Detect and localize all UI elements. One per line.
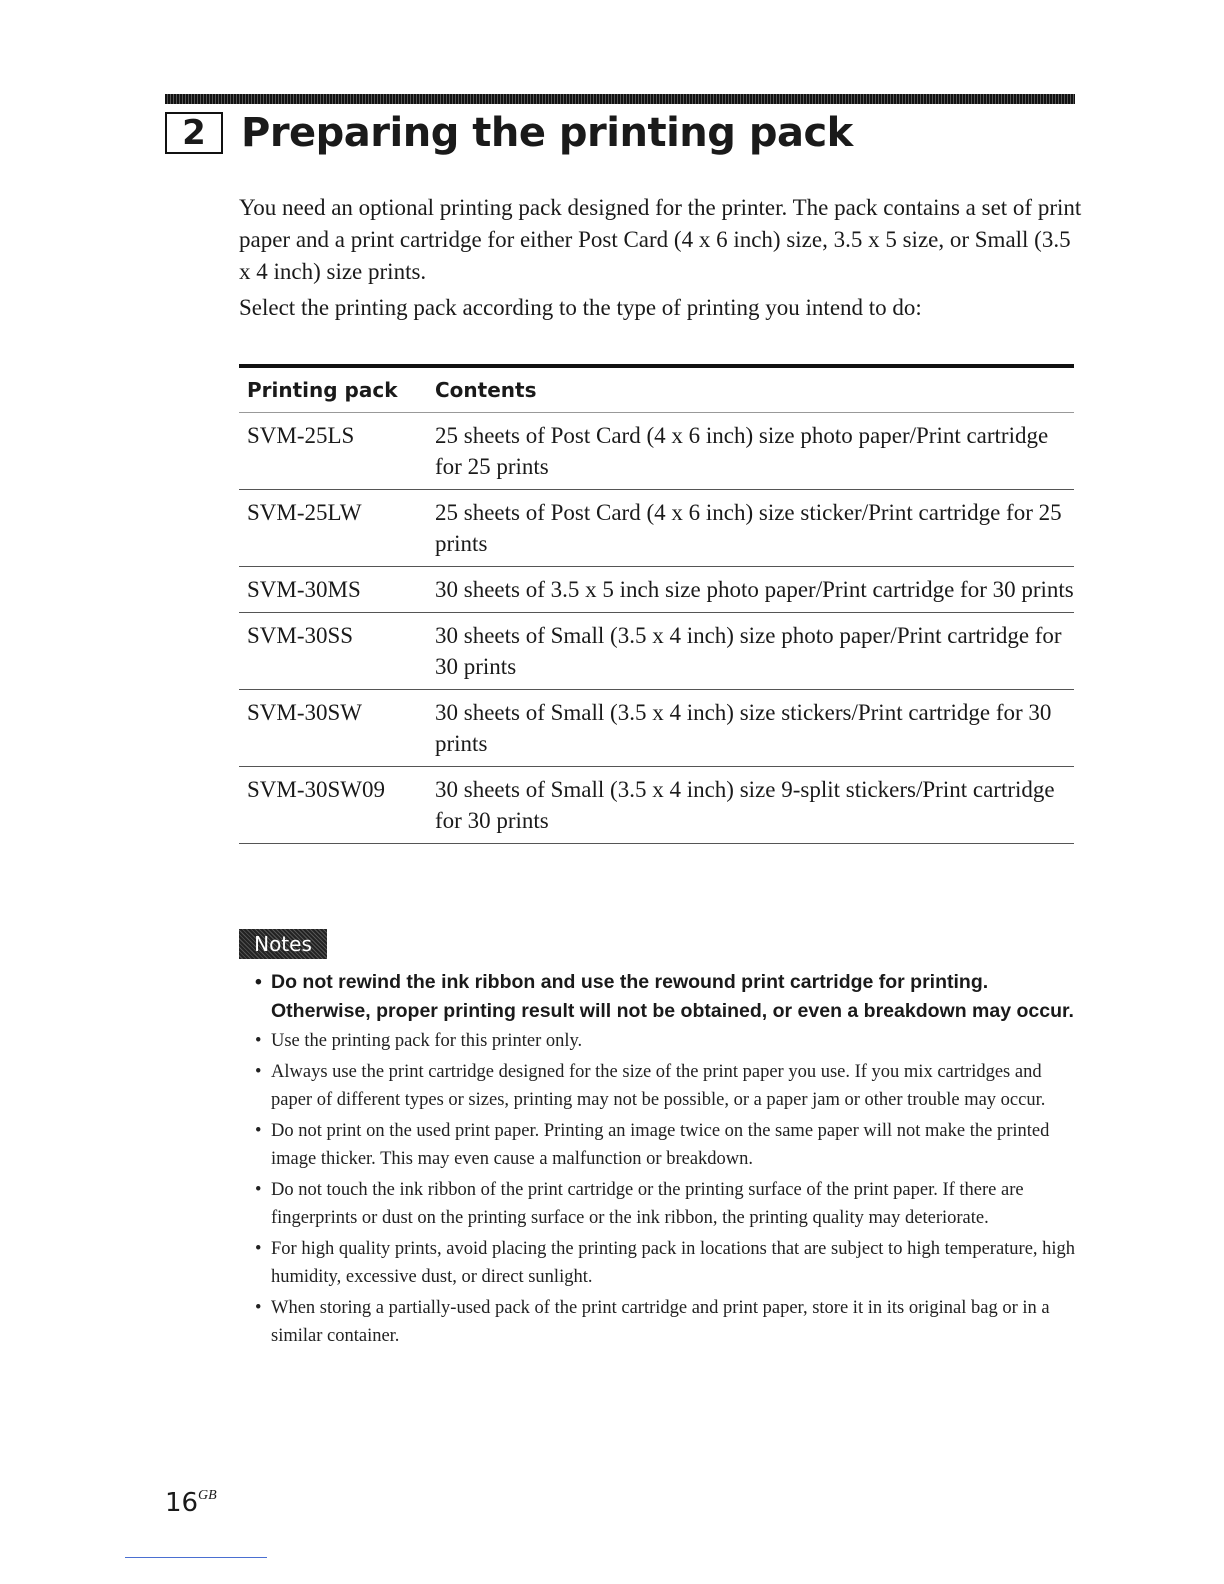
intro-text (239, 192, 1084, 324)
footer-link-underline (125, 1557, 267, 1558)
note-item: • Use the printing pack for this printer only. (255, 1027, 1085, 1055)
pack-contents: 30 sheets of Small (3.5 x 4 inch) size photo paper/Print cartridge for 30 prints (435, 623, 1062, 679)
table-row (239, 567, 1074, 613)
table-row (239, 613, 1074, 690)
note-item: • Do not touch the ink ribbon of the print cartridge or the printing surface of the print paper. If there are fingerprints or dust on the printing surface or the ink ribbon, the printing quality may deteriorate. (255, 1176, 1085, 1232)
note-item: • Do not print on the used print paper. Printing an image twice on the same paper will not make the printed image thicker. This may even cause a malfunction or breakdown. (255, 1117, 1085, 1173)
notes-label: Notes (239, 929, 327, 959)
table-header-row (239, 366, 1074, 413)
page-number: 16 (165, 1488, 199, 1518)
pack-model: SVM-30SW (247, 700, 363, 725)
note-item: • For high quality prints, avoid placing the printing pack in locations that are subject to high temperature, high humidity, excessive dust, or direct sunlight. (255, 1235, 1085, 1291)
pack-contents: 30 sheets of Small (3.5 x 4 inch) size 9-split stickers/Print cartridge for 30 prints (435, 777, 1055, 833)
table-row (239, 490, 1074, 567)
pack-contents: 30 sheets of Small (3.5 x 4 inch) size stickers/Print cartridge for 30 prints (435, 700, 1052, 756)
pack-model: SVM-30SW09 (247, 777, 386, 802)
note-item: • When storing a partially-used pack of the print cartridge and print paper, store it in its original bag or in a similar container. (255, 1294, 1085, 1350)
pack-model: SVM-30MS (247, 577, 361, 602)
pack-model: SVM-25LW (247, 500, 362, 525)
table-row (239, 690, 1074, 767)
page-language-code: GB (198, 1488, 217, 1503)
header-contents: Contents (435, 378, 537, 402)
header-printing-pack: Printing pack (247, 378, 398, 402)
page-title: Preparing the printing pack (241, 110, 853, 156)
pack-model: SVM-30SS (247, 623, 354, 648)
section-heading (165, 110, 853, 156)
step-number-box: 2 (165, 112, 223, 154)
intro-paragraph: You need an optional printing pack designed for the printer. The pack contains a set of print paper and a print cartridge for either Post Card (4 x 6 inch) size, 3.5 x 5 size, or Small (3.5 x 4 inch) size prints. (239, 195, 1082, 284)
pack-model: SVM-25LS (247, 423, 355, 448)
table-row (239, 767, 1074, 844)
note-warning: • Do not rewind the ink ribbon and use the rewound print cartridge for printing. Otherwise, proper printing result will not be obtained, or even a breakdown may occur. (255, 968, 1085, 1025)
pack-contents: 30 sheets of 3.5 x 5 inch size photo paper/Print cartridge for 30 prints (435, 577, 1074, 602)
printing-pack-table (239, 364, 1074, 844)
pack-contents: 25 sheets of Post Card (4 x 6 inch) size photo paper/Print cartridge for 25 prints (435, 423, 1049, 479)
table-row (239, 413, 1074, 490)
notes-list (255, 968, 1085, 1353)
pack-contents: 25 sheets of Post Card (4 x 6 inch) size sticker/Print cartridge for 25 prints (435, 500, 1062, 556)
intro-instruction: Select the printing pack according to the type of printing you intend to do: (239, 295, 922, 320)
note-item: • Always use the print cartridge designed for the size of the print paper you use. If you mix cartridges and paper of different types or sizes, printing may not be possible, or a paper jam or other trouble may occur. (255, 1058, 1085, 1114)
section-top-rule (165, 94, 1075, 104)
